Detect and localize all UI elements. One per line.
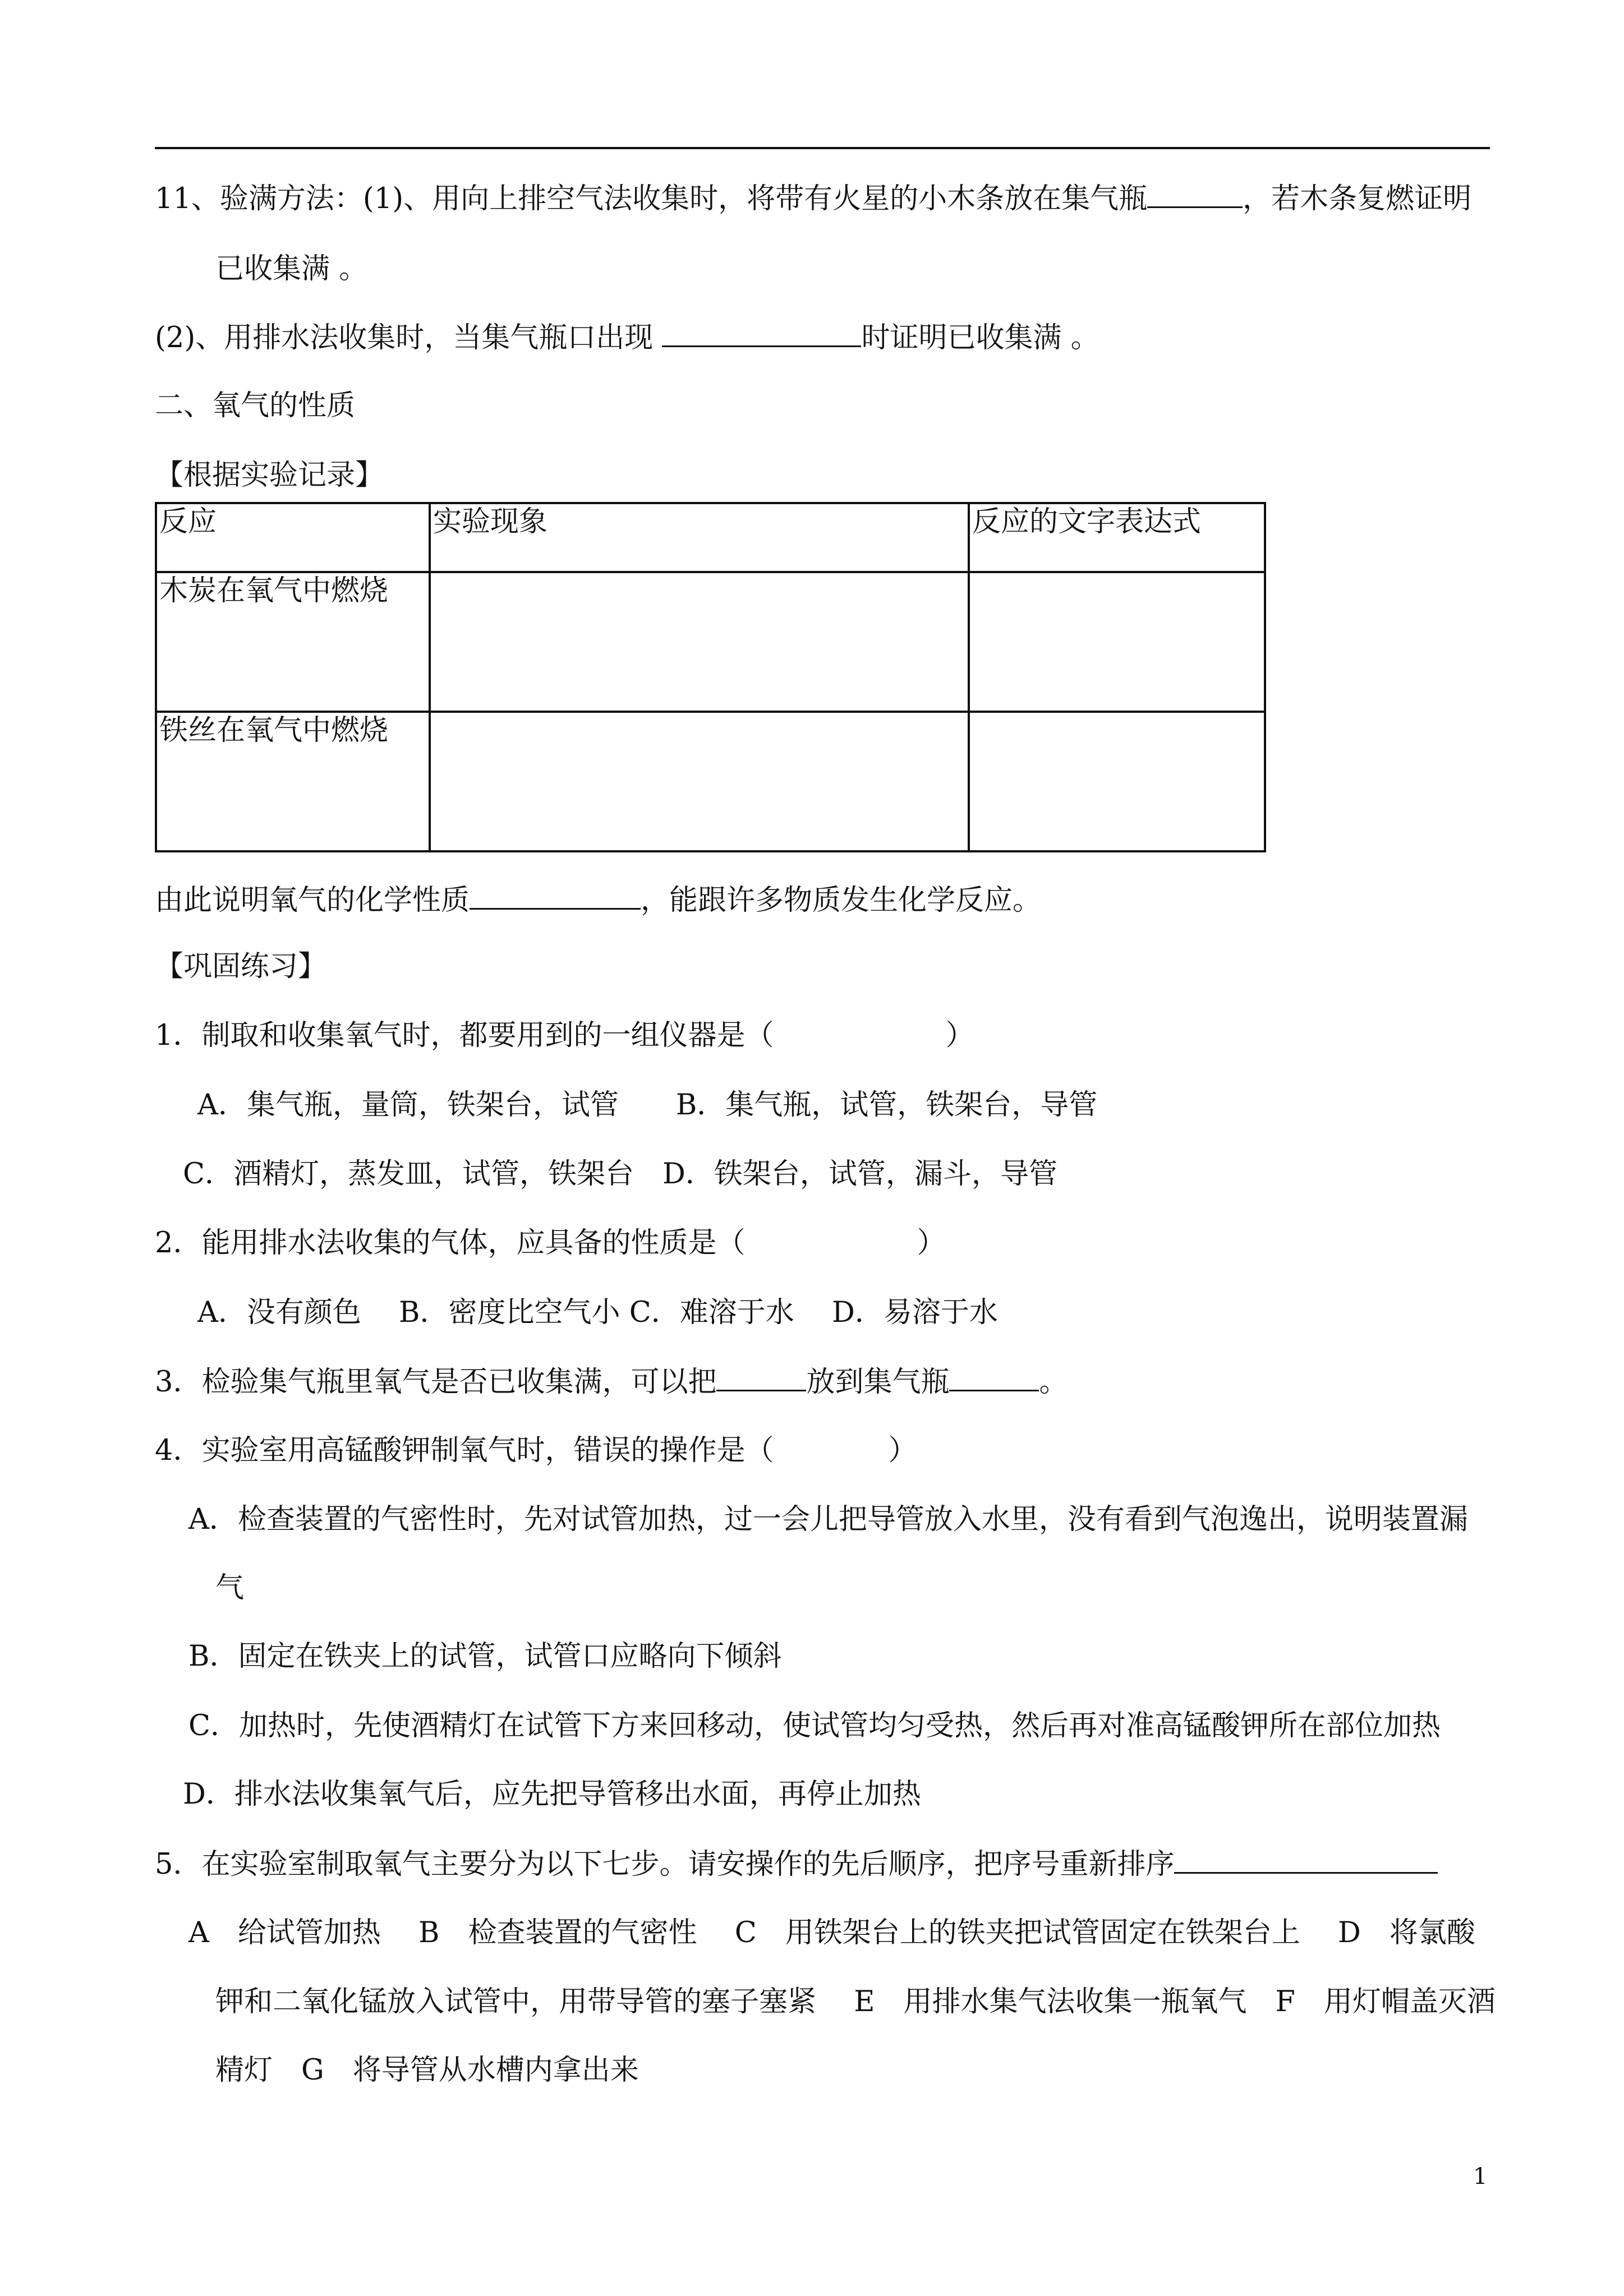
question-2: 2．能用排水法收集的气体，应具备的性质是（ ） <box>155 1227 946 1260</box>
table-row <box>156 712 1265 851</box>
table-cell[interactable] <box>430 572 969 712</box>
question-1-options-cd: C．酒精灯，蒸发皿，试管，铁架台 D．铁架台，试管，漏斗，导管 <box>183 1158 1057 1191</box>
conclusion-text-b: ，能跟许多物质发生化学反应。 <box>641 884 1042 917</box>
table-header-row <box>156 503 1265 572</box>
question-4: 4．实验室用高锰酸钾制氧气时，错误的操作是（ ） <box>155 1434 917 1467</box>
table-header-cell: 实验现象 <box>430 503 969 572</box>
question-5-text: 5．在实验室制取氧气主要分为以下七步。请安操作的先后顺序，把序号重新排序 <box>155 1848 1175 1881</box>
page-number: 1 <box>1473 2164 1488 2189</box>
header-rule <box>155 147 1490 149</box>
answer-blank[interactable] <box>1174 1846 1438 1874</box>
table-cell: 铁丝在氧气中燃烧 <box>156 712 430 851</box>
answer-blank[interactable] <box>470 882 641 910</box>
question-2-options: A．没有颜色 B．密度比空气小 C．难溶于水 D．易溶于水 <box>197 1296 998 1329</box>
question-4-option-a-cont: 气 <box>215 1571 245 1605</box>
q11-line-1 <box>155 181 1471 217</box>
table-cell[interactable] <box>430 712 969 851</box>
question-4-option-a: A．检查装置的气密性时，先对试管加热，过一会儿把导管放入水里，没有看到气泡逸出，说明装置漏 <box>188 1503 1468 1536</box>
q11-text-c: (2)、用排水法收集时，当集气瓶口出现 <box>155 321 654 354</box>
question-3-text-c: 。 <box>1039 1366 1068 1399</box>
conclusion-line <box>155 882 1041 919</box>
answer-blank[interactable] <box>662 320 861 347</box>
table-cell[interactable] <box>969 712 1265 851</box>
table-header-cell: 反应 <box>156 503 430 572</box>
question-3-text-a: 3．检验集气瓶里氧气是否已收集满，可以把 <box>155 1366 717 1399</box>
table-cell[interactable] <box>969 572 1265 712</box>
question-4-option-b: B．固定在铁夹上的试管，试管口应略向下倾斜 <box>188 1640 782 1673</box>
table-row <box>156 572 1265 712</box>
table-header-cell: 反应的文字表达式 <box>969 503 1265 572</box>
answer-blank[interactable] <box>1147 181 1243 208</box>
q11-line-2: 已收集满 。 <box>215 252 368 285</box>
question-5 <box>155 1846 1438 1883</box>
question-1-options-ab: A．集气瓶，量筒，铁架台，试管 B．集气瓶，试管，铁架台，导管 <box>197 1089 1098 1122</box>
practice-title: 【巩固练习】 <box>155 950 327 983</box>
question-4-option-c: C．加热时，先使酒精灯在试管下方来回移动，使试管均匀受热，然后再对准高锰酸钾所在部位加热 <box>188 1709 1441 1742</box>
question-5-steps-line-1: A 给试管加热 B 检查装置的气密性 C 用铁架台上的铁夹把试管固定在铁架台上 D 将氯酸 <box>188 1916 1475 1949</box>
question-5-steps-line-2: 钾和二氧化锰放入试管中，用带导管的塞子塞紧 E 用排水集气法收集一瓶氧气 F 用灯帽盖灭酒 <box>215 1985 1496 2018</box>
q11-line-3 <box>155 320 1099 356</box>
answer-blank[interactable] <box>716 1364 806 1391</box>
experiment-table <box>155 502 1266 852</box>
answer-blank[interactable] <box>949 1364 1039 1391</box>
conclusion-text-a: 由此说明氧气的化学性质 <box>155 884 470 917</box>
record-title: 【根据实验记录】 <box>155 459 384 492</box>
q11-text-b: ，若木条复燃证明 <box>1243 182 1472 215</box>
section-title: 二、氧气的性质 <box>155 389 356 422</box>
question-3-text-b: 放到集气瓶 <box>806 1366 950 1399</box>
question-4-option-d: D．排水法收集氧气后，应先把导管移出水面，再停止加热 <box>183 1778 921 1811</box>
question-5-steps-line-3: 精灯 G 将导管从水槽内拿出来 <box>215 2054 639 2087</box>
q11-text-d: 时证明已收集满 。 <box>861 321 1099 354</box>
q11-text-a: 11、验满方法：(1)、用向上排空气法收集时，将带有火星的小木条放在集气瓶 <box>155 182 1148 215</box>
table-cell: 木炭在氧气中燃烧 <box>156 572 430 712</box>
question-3 <box>155 1364 1068 1400</box>
question-1: 1．制取和收集氧气时，都要用到的一组仪器是（ ） <box>155 1019 974 1052</box>
